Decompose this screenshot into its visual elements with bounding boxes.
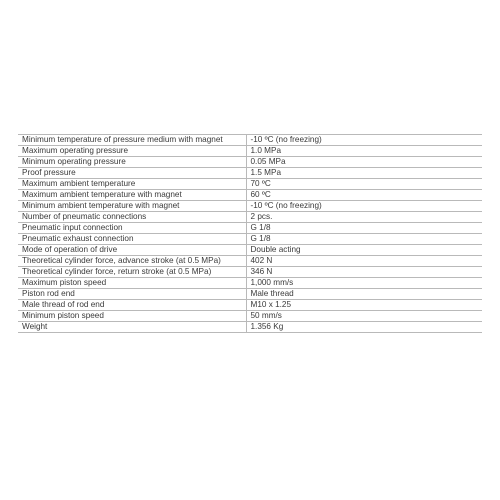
table-row	[18, 168, 482, 179]
table-row	[18, 278, 482, 289]
spec-label: Minimum operating pressure	[18, 157, 246, 168]
spec-label: Weight	[18, 322, 246, 333]
spec-label: Maximum ambient temperature	[18, 179, 246, 190]
spec-label: Maximum operating pressure	[18, 146, 246, 157]
spec-value: 50 mm/s	[246, 311, 482, 322]
table-row	[18, 135, 482, 146]
spec-value: -10 ºC (no freezing)	[246, 201, 482, 212]
table-row	[18, 157, 482, 168]
table-row	[18, 267, 482, 278]
spec-value: 0.05 MPa	[246, 157, 482, 168]
spec-value: 1.5 MPa	[246, 168, 482, 179]
table-row	[18, 322, 482, 333]
spec-value: 60 ºC	[246, 190, 482, 201]
table-row	[18, 190, 482, 201]
spec-label: Minimum temperature of pressure medium with magnet	[18, 135, 246, 146]
spec-label: Number of pneumatic connections	[18, 212, 246, 223]
table-row	[18, 223, 482, 234]
spec-value: 1.0 MPa	[246, 146, 482, 157]
spec-label: Proof pressure	[18, 168, 246, 179]
spec-value: G 1/8	[246, 223, 482, 234]
spec-value: 1.356 Kg	[246, 322, 482, 333]
spec-label: Pneumatic input connection	[18, 223, 246, 234]
table-row	[18, 146, 482, 157]
table-row	[18, 179, 482, 190]
spec-label: Maximum piston speed	[18, 278, 246, 289]
table-row	[18, 289, 482, 300]
spec-value: -10 ºC (no freezing)	[246, 135, 482, 146]
spec-label: Male thread of rod end	[18, 300, 246, 311]
specifications-table	[18, 134, 482, 333]
spec-label: Minimum piston speed	[18, 311, 246, 322]
spec-label: Maximum ambient temperature with magnet	[18, 190, 246, 201]
spec-label: Theoretical cylinder force, return stroke (at 0.5 MPa)	[18, 267, 246, 278]
spec-label: Piston rod end	[18, 289, 246, 300]
spec-label: Minimum ambient temperature with magnet	[18, 201, 246, 212]
table-row	[18, 245, 482, 256]
table-row	[18, 234, 482, 245]
spec-value: 70 ºC	[246, 179, 482, 190]
spec-value: 346 N	[246, 267, 482, 278]
spec-label: Mode of operation of drive	[18, 245, 246, 256]
spec-value: M10 x 1.25	[246, 300, 482, 311]
spec-value: 1,000 mm/s	[246, 278, 482, 289]
table-row	[18, 256, 482, 267]
spec-value: G 1/8	[246, 234, 482, 245]
spec-value: 402 N	[246, 256, 482, 267]
spec-value: 2 pcs.	[246, 212, 482, 223]
spec-value: Double acting	[246, 245, 482, 256]
table-row	[18, 311, 482, 322]
table-row	[18, 212, 482, 223]
spec-label: Pneumatic exhaust connection	[18, 234, 246, 245]
table-row	[18, 201, 482, 212]
spec-value: Male thread	[246, 289, 482, 300]
spec-label: Theoretical cylinder force, advance stroke (at 0.5 MPa)	[18, 256, 246, 267]
table-row	[18, 300, 482, 311]
